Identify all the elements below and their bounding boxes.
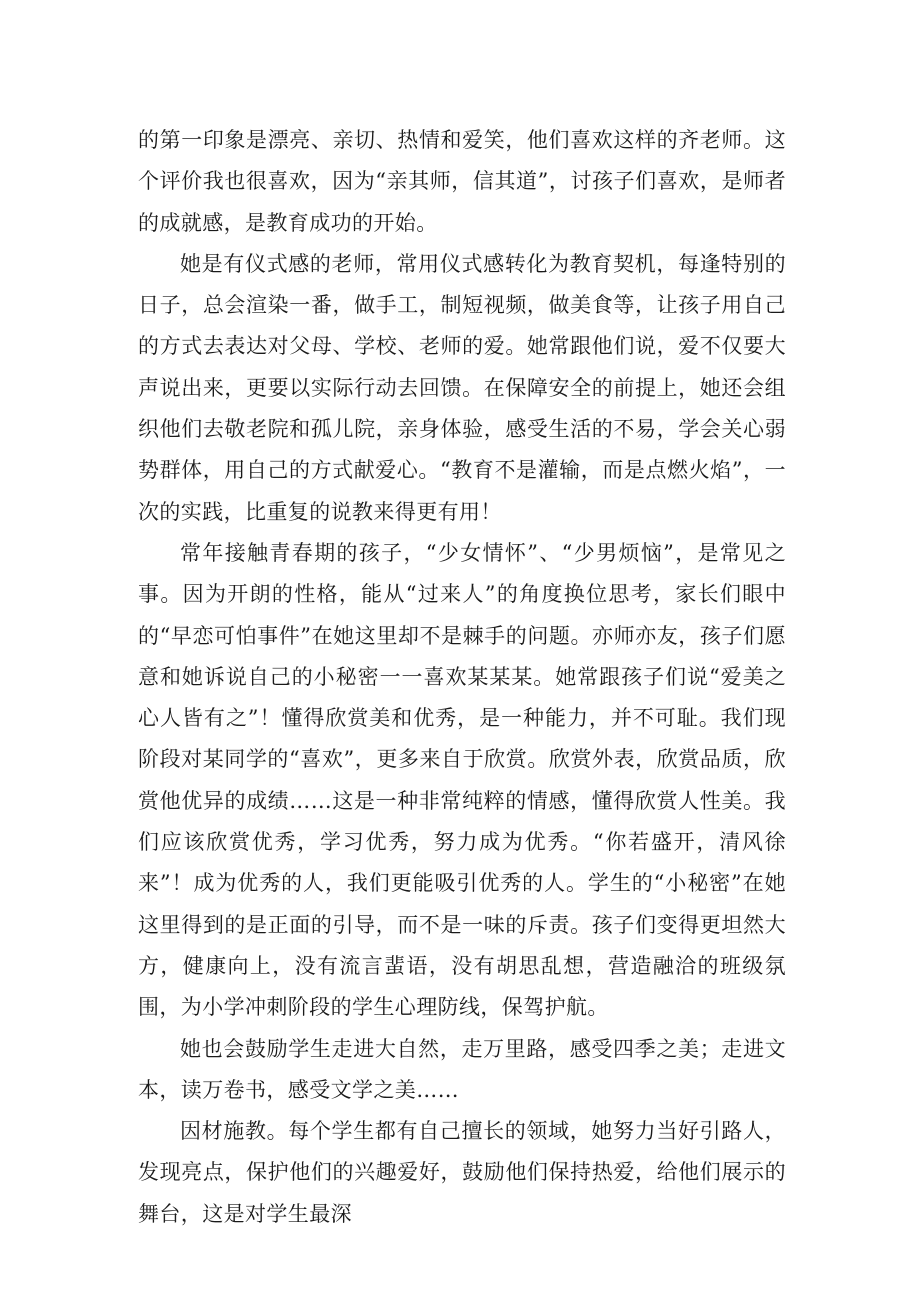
paragraph-adolescence: 常年接触青春期的孩子，“少女情怀”、“少男烦恼”，是常见之事。因为开朗的性格，能从“过来人”的角度换位思考，家长们眼中的“早恋可怕事件”在她这里却不是棘手的问题。亦师亦友，孩子们愿意和她诉说自己的小秘密一一喜欢某某某。她常跟孩子们说“爱美之心人皆有之”！懂得欣赏美和优秀，是一种能力，并不可耻。我们现阶段对某同学的“喜欢”，更多来自于欣赏。欣赏外表，欣赏品质，欣赏他优异的成绩……这是一种非常纯粹的情感，懂得欣赏人性美。我们应该欣赏优秀，学习优秀，努力成为优秀。“你若盛开，清风徐来”！成为优秀的人，我们更能吸引优秀的人。学生的“小秘密”在她这里得到的是正面的引导，而不是一味的斥责。孩子们变得更坦然大方，健康向上，没有流言蜚语，没有胡思乱想，营造融洽的班级氛围，为小学冲刺阶段的学生心理防线，保驾护航。 <box>138 540 786 1020</box>
paragraph-ritual: 她是有仪式感的老师，常用仪式感转化为教育契机，每逢特别的日子，总会渲染一番，做手工，制短视频，做美食等，让孩子用自己的方式去表达对父母、学校、老师的爱。她常跟他们说，爱不仅要大声说出来，更要以实际行动去回馈。在保障安全的前提上，她还会组织他们去敬老院和孤儿院，亲身体验，感受生活的不易，学会关心弱势群体，用自己的方式献爱心。“教育不是灌输，而是点燃火焰”，一次的实践，比重复的说教来得更有用！ <box>138 251 786 524</box>
paragraph-continuation: 的第一印象是漂亮、亲切、热情和爱笑，他们喜欢这样的齐老师。这个评价我也很喜欢，因为“亲其师，信其道”，讨孩子们喜欢，是师者的成就感，是教育成功的开始。 <box>138 128 786 235</box>
document-body <box>138 120 786 1235</box>
paragraph-nature: 她也会鼓励学生走进大自然，走万里路，感受四季之美；走进文本，读万卷书，感受文学之美…… <box>138 1036 786 1102</box>
paragraph-individualized: 因材施教。每个学生都有自己擅长的领域，她努力当好引路人，发现亮点，保护他们的兴趣爱好，鼓励他们保持热爱，给他们展示的舞台，这是对学生最深 <box>138 1119 786 1226</box>
